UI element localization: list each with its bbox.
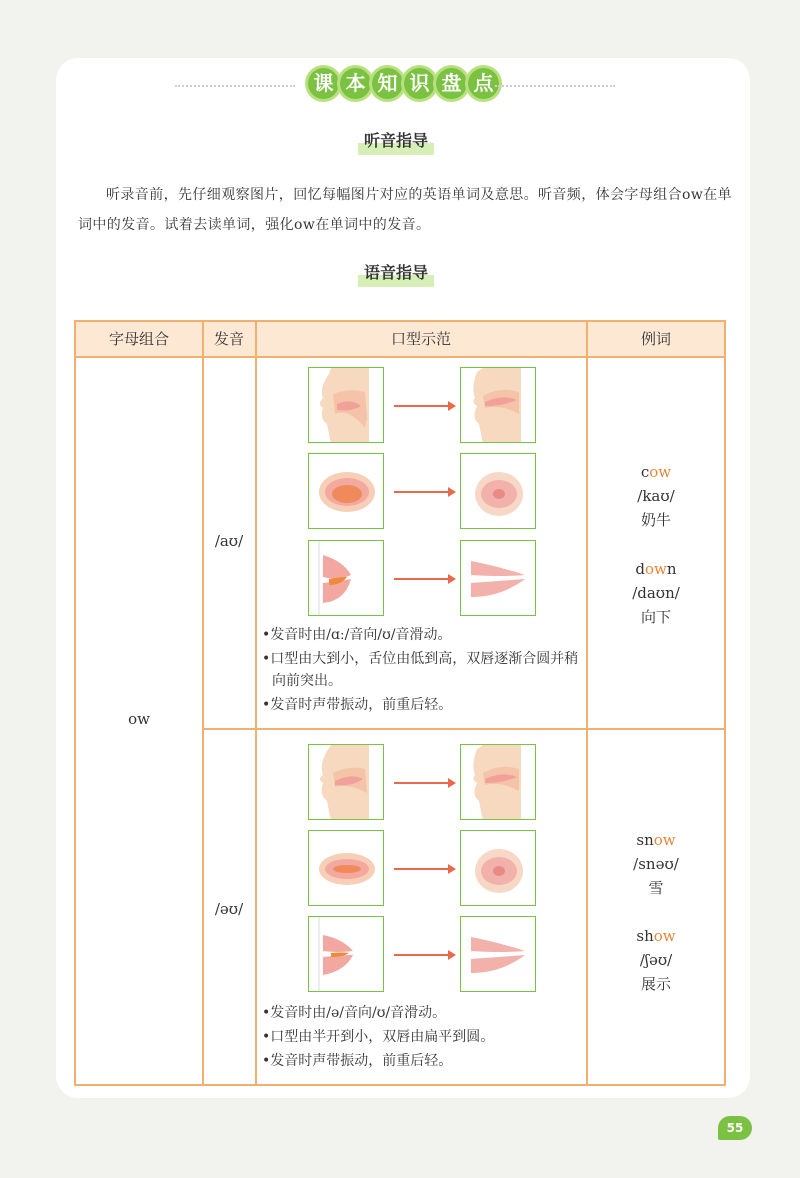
word-ipa: /kaʊ/ <box>637 487 675 505</box>
word-part: c <box>640 463 650 481</box>
example-word <box>586 557 726 629</box>
word-spelling <box>586 924 726 948</box>
pronunciation-notes <box>262 624 582 718</box>
word-ipa: /snəʊ/ <box>633 855 679 873</box>
header-mouth-demo: 口型示范 <box>390 330 451 348</box>
word-highlight: ow <box>645 560 667 578</box>
arrow-icon <box>394 578 454 580</box>
example-word <box>586 828 726 900</box>
header-example-words: 例词 <box>640 330 671 348</box>
word-part: n <box>666 560 677 578</box>
side-profile-mouth-round-icon <box>460 744 536 820</box>
banner-char: 知 <box>372 68 403 99</box>
side-profile-mouth-open-icon <box>308 367 384 443</box>
banner-divider-right <box>495 85 615 87</box>
word-meaning: 向下 <box>640 608 671 626</box>
note-item: •发音时由/ə/音向/ʊ/音滑动。 <box>262 1005 447 1021</box>
front-lips-open-icon <box>308 453 384 529</box>
letter-combo-ow: ow <box>128 710 150 728</box>
banner-char: 点 <box>468 68 499 99</box>
side-lips-round-icon <box>460 540 536 616</box>
word-highlight: ow <box>653 831 676 849</box>
sound-au: /aʊ/ <box>214 532 244 550</box>
listen-guide-paragraph: 听录音前，先仔细观察图片，回忆每幅图片对应的英语单词及意思。听音频，体会字母组合ow在单词中的发音。试着去读单词，强化ow在单词中的发音。 <box>78 187 733 233</box>
word-highlight: ow <box>653 927 676 945</box>
word-spelling <box>586 828 726 852</box>
table-header-row <box>76 322 724 358</box>
word-ipa: /ʃəʊ/ <box>639 951 673 969</box>
phonics-table <box>74 320 726 1086</box>
front-lips-half-icon <box>308 830 384 906</box>
side-lips-open-icon <box>308 540 384 616</box>
word-ipa: /daʊn/ <box>632 584 680 602</box>
arrow-icon <box>394 954 454 956</box>
front-lips-round-icon <box>460 453 536 529</box>
side-profile-mouth-round-icon <box>460 367 536 443</box>
word-meaning: 奶牛 <box>640 511 671 529</box>
banner-title <box>308 68 499 99</box>
word-spelling <box>586 557 726 581</box>
row-divider <box>203 728 724 730</box>
side-lips-round-icon <box>460 916 536 992</box>
section-banner <box>175 66 615 106</box>
header-letter-combo: 字母组合 <box>108 330 169 348</box>
front-lips-round-icon <box>460 830 536 906</box>
word-part: sh <box>636 927 654 945</box>
banner-char: 本 <box>340 68 371 99</box>
word-spelling <box>586 460 726 484</box>
note-item: •口型由大到小，舌位由低到高，双唇逐渐合圆并稍向前突出。 <box>262 651 579 689</box>
banner-divider-left <box>175 85 295 87</box>
arrow-icon <box>394 491 454 493</box>
page-number: 55 <box>718 1116 752 1140</box>
banner-char: 盘 <box>436 68 467 99</box>
example-word <box>586 460 726 532</box>
sound-ou: /əʊ/ <box>214 900 244 918</box>
arrow-icon <box>394 405 454 407</box>
word-part: d <box>635 560 646 578</box>
side-lips-half-icon <box>308 916 384 992</box>
note-item: •口型由半开到小，双唇由扁平到圆。 <box>262 1029 495 1045</box>
note-item: •发音时由/ɑː/音向/ʊ/音滑动。 <box>262 627 452 643</box>
note-item: •发音时声带振动，前重后轻。 <box>262 697 453 713</box>
divider <box>202 322 204 1084</box>
pronunciation-notes <box>262 1002 582 1074</box>
note-item: •发音时声带振动，前重后轻。 <box>262 1053 453 1069</box>
word-meaning: 展示 <box>640 975 671 993</box>
arrow-icon <box>394 782 454 784</box>
word-meaning: 雪 <box>648 879 664 897</box>
banner-char: 识 <box>404 68 435 99</box>
divider <box>255 322 257 1084</box>
side-profile-mouth-half-icon <box>308 744 384 820</box>
listen-guide-title: 听音指导 <box>358 128 434 155</box>
arrow-icon <box>394 868 454 870</box>
word-highlight: ow <box>649 463 672 481</box>
word-part: sn <box>636 831 654 849</box>
example-word <box>586 924 726 996</box>
banner-char: 课 <box>308 68 339 99</box>
header-sound: 发音 <box>213 330 244 348</box>
phonetics-guide-title: 语音指导 <box>358 260 434 287</box>
